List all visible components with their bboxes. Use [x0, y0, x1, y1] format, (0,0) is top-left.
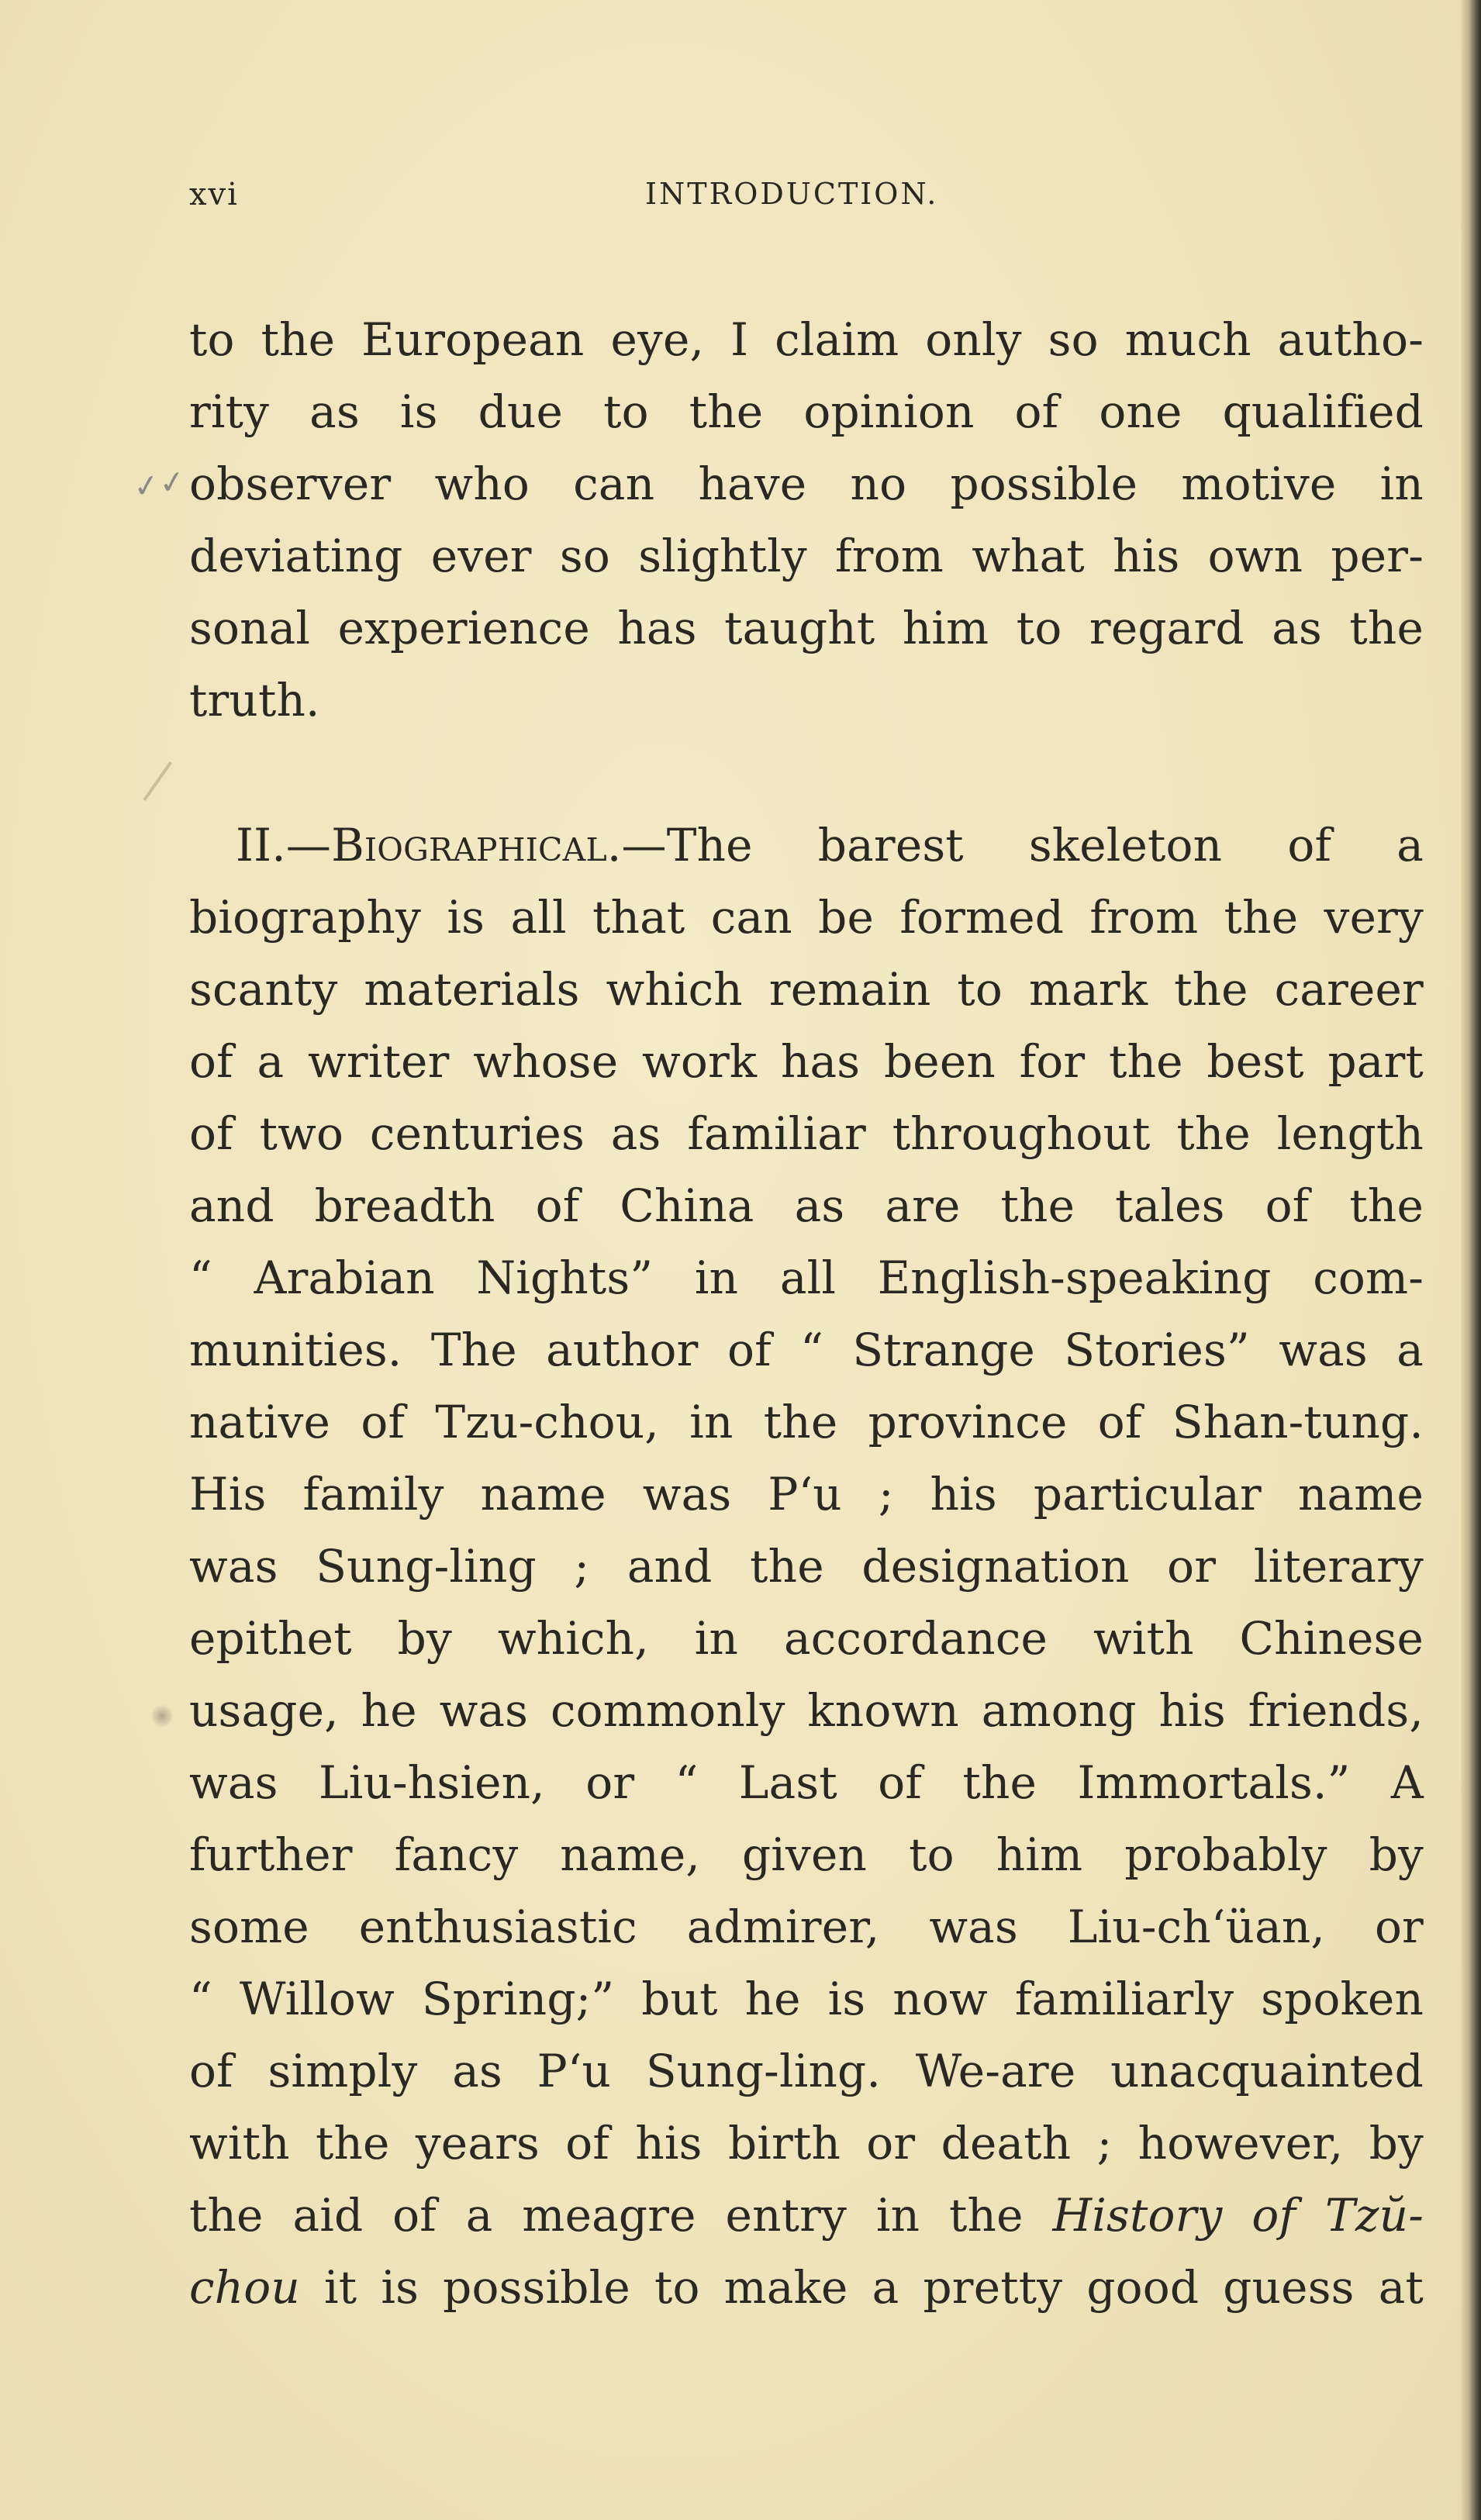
text-line: further fancy name, given to him probably by	[189, 1828, 1424, 1881]
running-head: INTRODUCTION.	[645, 177, 939, 211]
text-line: munities. The author of “ Strange Stories” was a	[189, 1324, 1424, 1376]
text-line: to the European eye, I claim only so much autho-	[189, 313, 1424, 366]
section-first-line-text: —The barest skeleton of a	[621, 819, 1424, 872]
text-line: deviating ever so slightly from what his own per-	[189, 530, 1424, 582]
ink-smudge	[152, 1703, 172, 1729]
line-text: the aid of a meagre entry in the	[189, 2189, 1053, 2242]
text-line: of a writer whose work has been for the best part	[189, 1035, 1424, 1088]
text-line: rity as is due to the opinion of one qualified	[189, 385, 1424, 438]
section-first-line	[189, 810, 1424, 882]
line-text: it is possible to make a pretty good guess at	[299, 2261, 1424, 2314]
text-line: some enthusiastic admirer, was Liu-ch‘üan, or	[189, 1900, 1424, 1953]
text-line: with the years of his birth or death ; however, by	[189, 2117, 1424, 2170]
book-title-italic: History of Tzŭ-	[1052, 2189, 1424, 2242]
text-line: native of Tzu-chou, in the province of Shan-tung.	[189, 1396, 1424, 1448]
section-biographical	[189, 810, 1424, 2324]
text-line: usage, he was commonly known among his friends,	[189, 1684, 1424, 1737]
margin-pencil-mark: ✓✓	[131, 463, 188, 506]
text-line: epithet by which, in accordance with Chinese	[189, 1612, 1424, 1665]
text-line: sonal experience has taught him to regard as the	[189, 602, 1424, 654]
text-line: biography is all that can be formed from the very	[189, 891, 1424, 944]
text-line-with-italic	[189, 2180, 1424, 2252]
book-title-italic: chou	[189, 2261, 300, 2314]
paragraph-continuation	[189, 304, 1424, 737]
text-line: of two centuries as familiar throughout the length	[189, 1107, 1424, 1160]
text-line: was Sung-ling ; and the designation or literary	[189, 1540, 1424, 1593]
text-line: observer who can have no possible motive in	[189, 457, 1424, 510]
page-edge-shadow	[1461, 0, 1481, 2520]
section-title: Biographical.	[331, 819, 622, 872]
text-line: and breadth of China as are the tales of the	[189, 1179, 1424, 1232]
section-number: II.—	[236, 819, 332, 872]
text-line: scanty materials which remain to mark the career	[189, 963, 1424, 1016]
page-header	[189, 177, 1424, 231]
text-line: “ Willow Spring;” but he is now familiarly spoken	[189, 1973, 1424, 2025]
margin-pencil-stroke	[143, 761, 172, 801]
text-line-with-italic	[189, 2252, 1424, 2324]
text-line: truth.	[189, 674, 320, 727]
text-line: “ Arabian Nights” in all English-speaking com-	[189, 1251, 1424, 1304]
text-line: was Liu-hsien, or “ Last of the Immortals.” A	[189, 1756, 1424, 1809]
text-line: His family name was P‘u ; his particular name	[189, 1468, 1424, 1521]
text-line: of simply as P‘u Sung-ling. We-are unacquainted	[189, 2045, 1424, 2097]
page-number: xvi	[189, 177, 239, 212]
